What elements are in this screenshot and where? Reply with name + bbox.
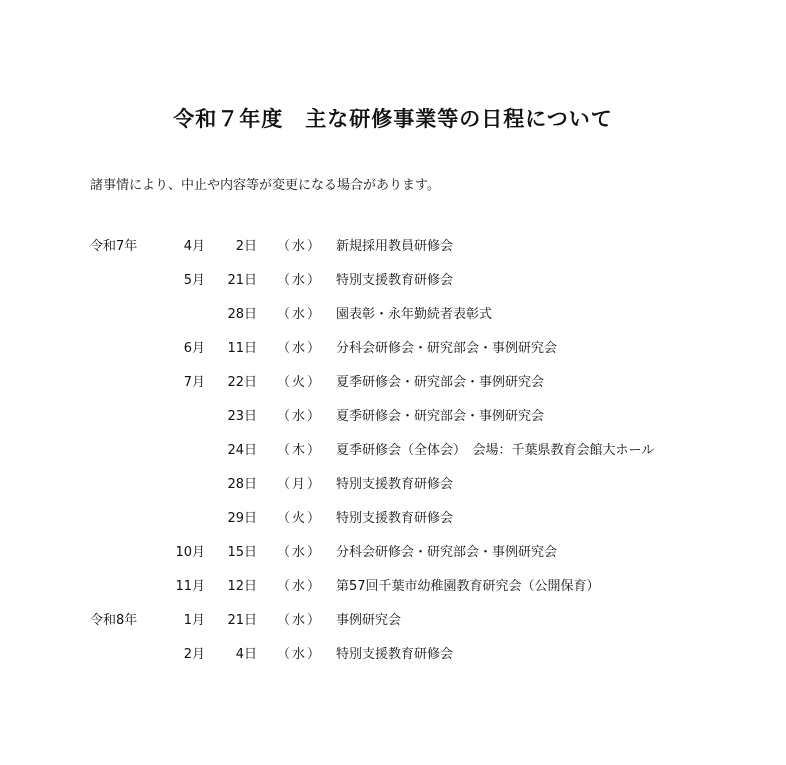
schedule-era: 令和7年 <box>90 239 138 254</box>
schedule-event: 分科会研修会・研究部会・事例研究会 <box>336 341 558 356</box>
schedule-event: 第57回千葉市幼稚園教育研究会（公開保育） <box>336 579 600 594</box>
schedule-row <box>0 269 786 303</box>
schedule-event: 夏季研修会（全体会） 会場：千葉県教育会館大ホール <box>336 443 655 458</box>
schedule-weekday: （水） <box>277 613 323 628</box>
schedule-day: 12日 <box>227 579 257 594</box>
schedule-day: 21日 <box>227 273 257 288</box>
schedule-weekday: （水） <box>277 579 323 594</box>
schedule-day: 24日 <box>227 443 257 458</box>
schedule-row <box>0 371 786 405</box>
schedule-weekday: （火） <box>277 511 323 526</box>
schedule-weekday: （木） <box>277 443 323 458</box>
schedule-weekday: （水） <box>277 545 323 560</box>
schedule-list <box>0 235 786 677</box>
schedule-day: 22日 <box>227 375 257 390</box>
schedule-event: 特別支援教育研修会 <box>336 511 454 526</box>
schedule-row <box>0 235 786 269</box>
schedule-month: 5月 <box>183 273 205 288</box>
schedule-month: 2月 <box>183 647 205 662</box>
schedule-weekday: （火） <box>277 375 323 390</box>
schedule-weekday: （水） <box>277 307 323 322</box>
schedule-era: 令和8年 <box>90 613 138 628</box>
schedule-day: 4日 <box>235 647 257 662</box>
schedule-row <box>0 609 786 643</box>
schedule-row <box>0 507 786 541</box>
schedule-event: 特別支援教育研修会 <box>336 273 454 288</box>
schedule-event: 夏季研修会・研究部会・事例研究会 <box>336 375 545 390</box>
schedule-month: 7月 <box>183 375 205 390</box>
schedule-weekday: （水） <box>277 409 323 424</box>
schedule-weekday: （水） <box>277 273 323 288</box>
schedule-row <box>0 439 786 473</box>
schedule-day: 21日 <box>227 613 257 628</box>
schedule-row <box>0 473 786 507</box>
schedule-event: 園表彰・永年勤続者表彰式 <box>336 307 493 322</box>
schedule-day: 23日 <box>227 409 257 424</box>
schedule-day: 28日 <box>227 477 257 492</box>
document-title: 令和７年度 主な研修事業等の日程について <box>173 106 613 131</box>
schedule-weekday: （水） <box>277 239 323 254</box>
schedule-event: 特別支援教育研修会 <box>336 647 454 662</box>
schedule-event: 新規採用教員研修会 <box>336 239 454 254</box>
schedule-month: 1月 <box>183 613 205 628</box>
schedule-day: 2日 <box>235 239 257 254</box>
schedule-month: 6月 <box>183 341 205 356</box>
schedule-row <box>0 405 786 439</box>
schedule-weekday: （水） <box>277 341 323 356</box>
schedule-day: 11日 <box>227 341 257 356</box>
schedule-day: 29日 <box>227 511 257 526</box>
schedule-row <box>0 337 786 371</box>
schedule-event: 分科会研修会・研究部会・事例研究会 <box>336 545 558 560</box>
notice-text: 諸事情により、中止や内容等が変更になる場合があります。 <box>90 178 440 193</box>
schedule-row <box>0 643 786 677</box>
schedule-weekday: （月） <box>277 477 323 492</box>
schedule-event: 事例研究会 <box>336 613 402 628</box>
schedule-month: 11月 <box>175 579 205 594</box>
schedule-row <box>0 541 786 575</box>
schedule-event: 夏季研修会・研究部会・事例研究会 <box>336 409 545 424</box>
schedule-row <box>0 303 786 337</box>
schedule-event: 特別支援教育研修会 <box>336 477 454 492</box>
schedule-month: 10月 <box>175 545 205 560</box>
schedule-day: 15日 <box>227 545 257 560</box>
schedule-month: 4月 <box>183 239 205 254</box>
schedule-row <box>0 575 786 609</box>
schedule-weekday: （水） <box>277 647 323 662</box>
schedule-day: 28日 <box>227 307 257 322</box>
